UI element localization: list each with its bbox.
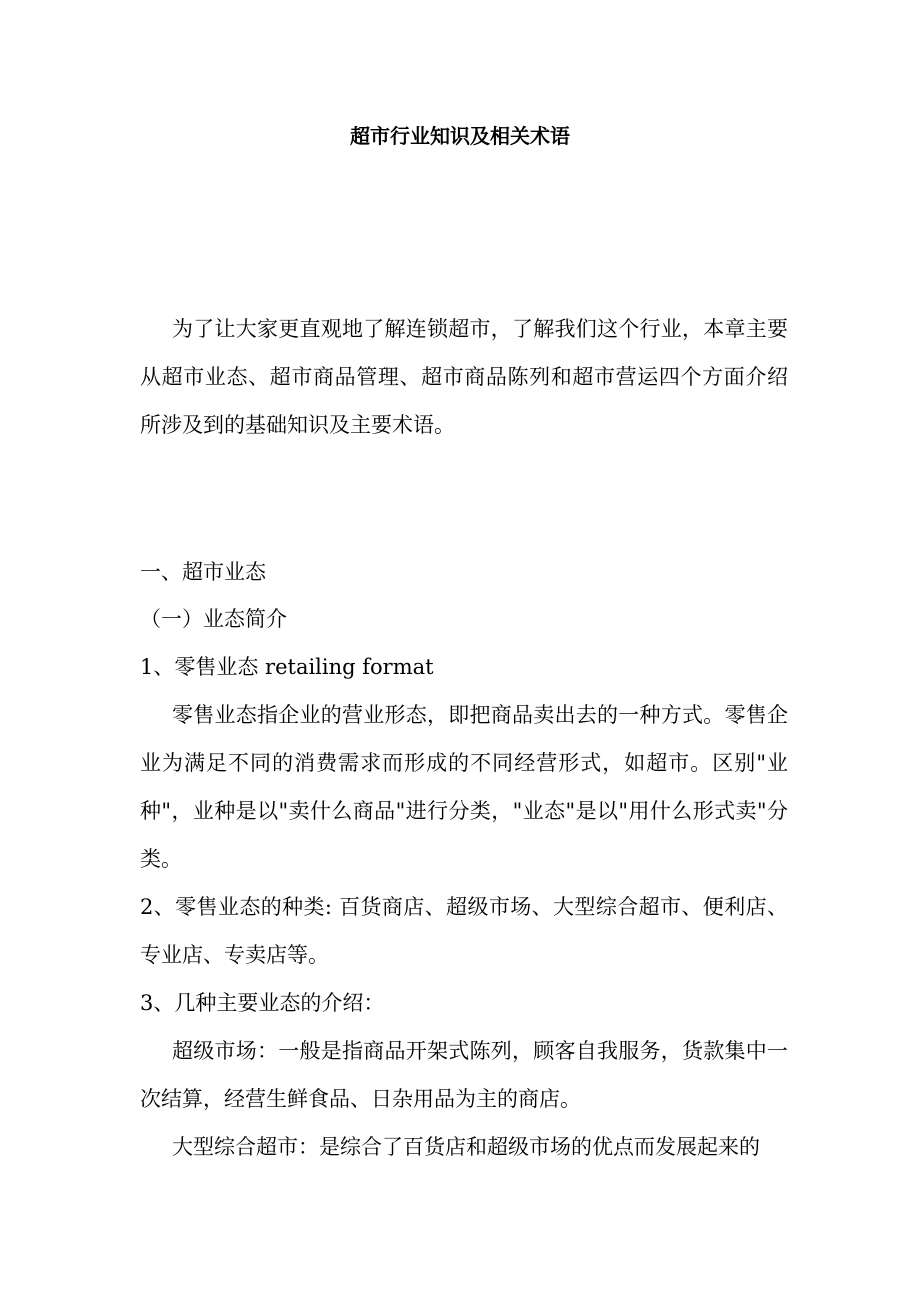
subsection-heading: （一）业态简介 xyxy=(140,607,287,631)
supermarket-paragraph: 超级市场：一般是指商品开架式陈列，顾客自我服务，货款集中一次结算，经营生鲜食品、日杂用品为主的商店。 xyxy=(140,1039,788,1111)
list-item-retail-types: 2、零售业态的种类: 百货商店、超级市场、大型综合超市、便利店、专业店、专卖店等。 xyxy=(140,895,788,967)
hypermarket-paragraph: 大型综合超市：是综合了百货店和超级市场的优点而发展起来的 xyxy=(172,1135,760,1159)
list-item-retail-format: 1、零售业态 retailing format xyxy=(140,655,434,679)
retail-format-definition: 零售业态指企业的营业形态，即把商品卖出去的一种方式。零售企业为满足不同的消费需求而形成的不同经营形式，如超市。区别"业种"，业种是以"卖什么商品"进行分类，"业态"是以"用什么形式卖"分类。 xyxy=(140,703,788,871)
document-title: 超市行业知识及相关术语 xyxy=(350,124,570,148)
list-item-main-formats: 3、几种主要业态的介绍： xyxy=(140,991,385,1015)
section-heading: 一、超市业态 xyxy=(140,560,266,584)
intro-paragraph: 为了让大家更直观地了解连锁超市，了解我们这个行业，本章主要从超市业态、超市商品管理、超市商品陈列和超市营运四个方面介绍所涉及到的基础知识及主要术语。 xyxy=(140,317,788,437)
